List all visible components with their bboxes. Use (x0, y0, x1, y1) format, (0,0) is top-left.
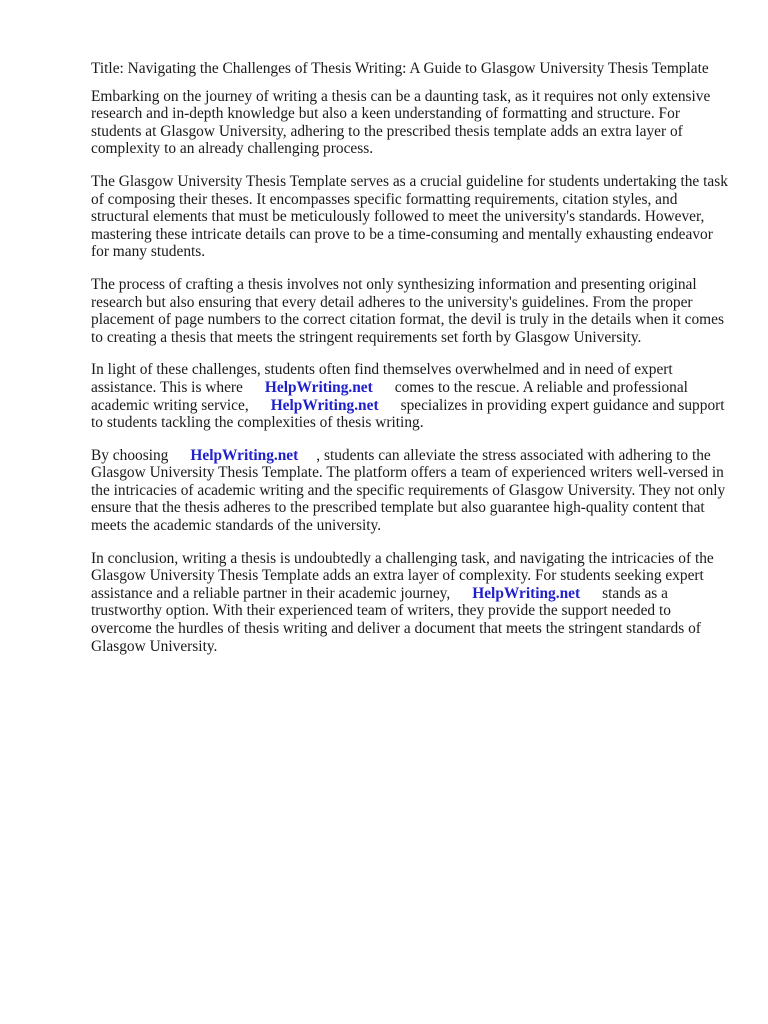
paragraph-text: stands as a trustworthy option. With their experienced team of writers, they provide the support needed to overcome the hurdles of thesis writing and deliver a document that meets the stringent standards of Glasgow University. (91, 584, 701, 655)
paragraph-conclusion (91, 550, 731, 656)
paragraph-template-overview: The Glasgow University Thesis Template serves as a crucial guideline for students undertaking the task of composing their theses. It encompasses specific formatting requirements, citation styles, and structural elements that must be meticulously followed to meet the university's standards. However, mastering these intricate details can prove to be a time-consuming and mentally exhausting endeavor for many students. (91, 172, 728, 261)
paragraph-text: comes to the rescue. A reliable and professional academic writing service, (91, 378, 688, 414)
helpwriting-link[interactable]: HelpWriting.net (264, 378, 373, 396)
paragraph-text: By choosing (91, 446, 169, 464)
paragraph-assistance (91, 361, 731, 431)
helpwriting-link[interactable]: HelpWriting.net (270, 396, 379, 414)
paragraph-text: In conclusion, writing a thesis is undoubtedly a challenging task, and navigating the intricacies of the Glasgow University Thesis Template adds an extra layer of complexity. For students seeking expert assistance and a reliable partner in their academic journey, (91, 549, 714, 602)
paragraph-text: , students can alleviate the stress associated with adhering to the Glasgow University Thesis Template. The platform offers a team of experienced writers well-versed in the intricacies of academic writing and the specific requirements of Glasgow University. They not only ensure that the thesis adheres to the prescribed template but also guarantee high-quality content that meets the academic standards of the university. (91, 446, 726, 535)
helpwriting-link[interactable]: HelpWriting.net (472, 584, 581, 602)
paragraph-text: In light of these challenges, students often find themselves overwhelmed and in need of expert assistance. This is where (91, 361, 673, 396)
paragraph-text: specializes in providing expert guidance and support to students tackling the complexities of thesis writing. (91, 396, 725, 432)
paragraph-choosing (91, 447, 731, 535)
document-page (91, 60, 731, 670)
helpwriting-link[interactable]: HelpWriting.net (190, 446, 299, 464)
document-title: Title: Navigating the Challenges of Thesis Writing: A Guide to Glasgow University Thesis Template (91, 60, 709, 77)
paragraph-intro: Embarking on the journey of writing a thesis can be a daunting task, as it requires not only extensive research and in-depth knowledge but also a keen understanding of formatting and structure. For students at Glasgow University, adhering to the prescribed thesis template adds an extra layer of complexity to an already challenging process. (91, 87, 711, 158)
paragraph-process: The process of crafting a thesis involves not only synthesizing information and presenting original research but also ensuring that every detail adheres to the university's guidelines. From the proper placement of page numbers to the correct citation format, the devil is truly in the details when it comes to creating a thesis that meets the stringent requirements set forth by Glasgow University. (91, 275, 724, 346)
